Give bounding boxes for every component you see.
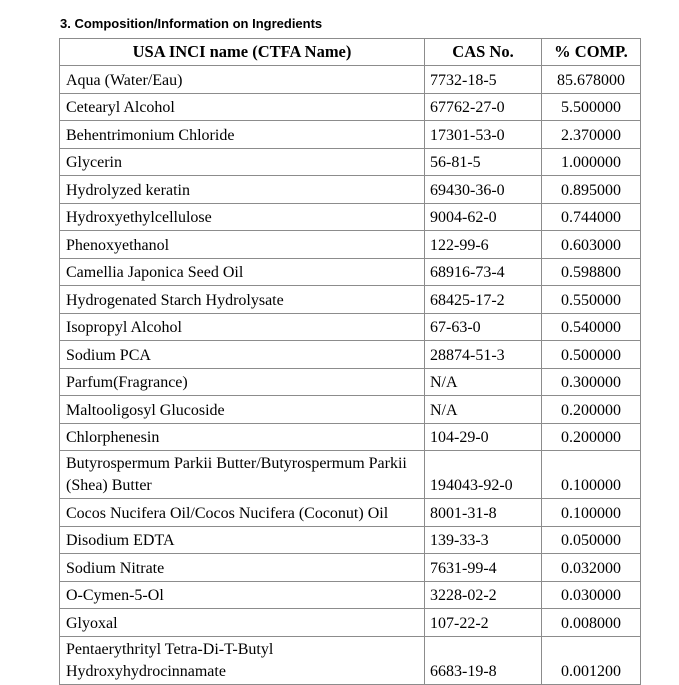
- cas-number-cell: 68425-17-2: [425, 286, 542, 314]
- table-row: [60, 176, 641, 204]
- table-row: [60, 286, 641, 314]
- ingredient-name-cell: Cetearyl Alcohol: [60, 93, 425, 121]
- percent-comp-cell: 5.500000: [542, 93, 641, 121]
- table-row: [60, 231, 641, 259]
- cas-number-cell: 67-63-0: [425, 313, 542, 341]
- table-row: [60, 609, 641, 637]
- table-row: [60, 341, 641, 369]
- cas-number-cell: 56-81-5: [425, 148, 542, 176]
- ingredient-name-cell: Disodium EDTA: [60, 526, 425, 554]
- percent-comp-cell: 85.678000: [542, 66, 641, 94]
- percent-comp-cell: 0.300000: [542, 368, 641, 396]
- percent-comp-cell: 0.540000: [542, 313, 641, 341]
- cas-number-cell: 68916-73-4: [425, 258, 542, 286]
- table-row: [60, 526, 641, 554]
- header-inci-name: USA INCI name (CTFA Name): [60, 39, 425, 66]
- cas-number-cell: N/A: [425, 396, 542, 424]
- cas-number-cell: 194043-92-0: [425, 451, 542, 499]
- ingredients-table: [59, 38, 641, 685]
- ingredient-name-cell: Camellia Japonica Seed Oil: [60, 258, 425, 286]
- cas-number-cell: 9004-62-0: [425, 203, 542, 231]
- percent-comp-cell: 0.744000: [542, 203, 641, 231]
- cas-number-cell: 7631-99-4: [425, 554, 542, 582]
- table-row: [60, 554, 641, 582]
- table-row: [60, 66, 641, 94]
- ingredient-name-cell: Glyoxal: [60, 609, 425, 637]
- percent-comp-cell: 0.550000: [542, 286, 641, 314]
- cas-number-cell: 8001-31-8: [425, 499, 542, 527]
- percent-comp-cell: 2.370000: [542, 121, 641, 149]
- table-row: [60, 396, 641, 424]
- percent-comp-cell: 0.050000: [542, 526, 641, 554]
- header-cas-no: CAS No.: [425, 39, 542, 66]
- ingredient-name-cell: Sodium Nitrate: [60, 554, 425, 582]
- header-percent-comp: % COMP.: [542, 39, 641, 66]
- table-header-row: [60, 39, 641, 66]
- ingredient-name-cell: Behentrimonium Chloride: [60, 121, 425, 149]
- cas-number-cell: N/A: [425, 368, 542, 396]
- percent-comp-cell: 0.200000: [542, 423, 641, 451]
- ingredient-name-cell: Phenoxyethanol: [60, 231, 425, 259]
- ingredient-name-cell: Sodium PCA: [60, 341, 425, 369]
- table-row: [60, 451, 641, 499]
- cas-number-cell: 104-29-0: [425, 423, 542, 451]
- cas-number-cell: 6683-19-8: [425, 636, 542, 684]
- percent-comp-cell: 0.100000: [542, 499, 641, 527]
- table-row: [60, 93, 641, 121]
- percent-comp-cell: 0.030000: [542, 581, 641, 609]
- ingredient-name-cell: Chlorphenesin: [60, 423, 425, 451]
- ingredient-name-cell: Hydrogenated Starch Hydrolysate: [60, 286, 425, 314]
- cas-number-cell: 7732-18-5: [425, 66, 542, 94]
- percent-comp-cell: 0.100000: [542, 451, 641, 499]
- ingredient-name-cell: Aqua (Water/Eau): [60, 66, 425, 94]
- percent-comp-cell: 0.032000: [542, 554, 641, 582]
- percent-comp-cell: 0.895000: [542, 176, 641, 204]
- cas-number-cell: 139-33-3: [425, 526, 542, 554]
- section-heading: 3. Composition/Information on Ingredients: [60, 16, 323, 31]
- table-body: [60, 66, 641, 685]
- ingredient-name-cell: Maltooligosyl Glucoside: [60, 396, 425, 424]
- ingredient-name-cell: Hydroxyethylcellulose: [60, 203, 425, 231]
- ingredient-name-cell: Pentaerythrityl Tetra-Di-T-Butyl Hydroxyhydrocinnamate: [60, 636, 425, 684]
- table-row: [60, 368, 641, 396]
- cas-number-cell: 28874-51-3: [425, 341, 542, 369]
- table-row: [60, 581, 641, 609]
- ingredient-name-cell: Isopropyl Alcohol: [60, 313, 425, 341]
- table-row: [60, 203, 641, 231]
- percent-comp-cell: 0.603000: [542, 231, 641, 259]
- percent-comp-cell: 0.200000: [542, 396, 641, 424]
- ingredient-name-cell: Parfum(Fragrance): [60, 368, 425, 396]
- cas-number-cell: 122-99-6: [425, 231, 542, 259]
- percent-comp-cell: 0.598800: [542, 258, 641, 286]
- ingredient-name-cell: O-Cymen-5-Ol: [60, 581, 425, 609]
- ingredient-name-cell: Cocos Nucifera Oil/Cocos Nucifera (Coconut) Oil: [60, 499, 425, 527]
- percent-comp-cell: 0.500000: [542, 341, 641, 369]
- percent-comp-cell: 0.008000: [542, 609, 641, 637]
- table-row: [60, 121, 641, 149]
- cas-number-cell: 17301-53-0: [425, 121, 542, 149]
- table-row: [60, 313, 641, 341]
- table-row: [60, 499, 641, 527]
- table-row: [60, 148, 641, 176]
- cas-number-cell: 69430-36-0: [425, 176, 542, 204]
- table-row: [60, 258, 641, 286]
- ingredient-name-cell: Butyrospermum Parkii Butter/Butyrospermum Parkii (Shea) Butter: [60, 451, 425, 499]
- cas-number-cell: 107-22-2: [425, 609, 542, 637]
- ingredient-name-cell: Glycerin: [60, 148, 425, 176]
- percent-comp-cell: 1.000000: [542, 148, 641, 176]
- table-row: [60, 636, 641, 684]
- ingredient-name-cell: Hydrolyzed keratin: [60, 176, 425, 204]
- percent-comp-cell: 0.001200: [542, 636, 641, 684]
- cas-number-cell: 3228-02-2: [425, 581, 542, 609]
- table-row: [60, 423, 641, 451]
- cas-number-cell: 67762-27-0: [425, 93, 542, 121]
